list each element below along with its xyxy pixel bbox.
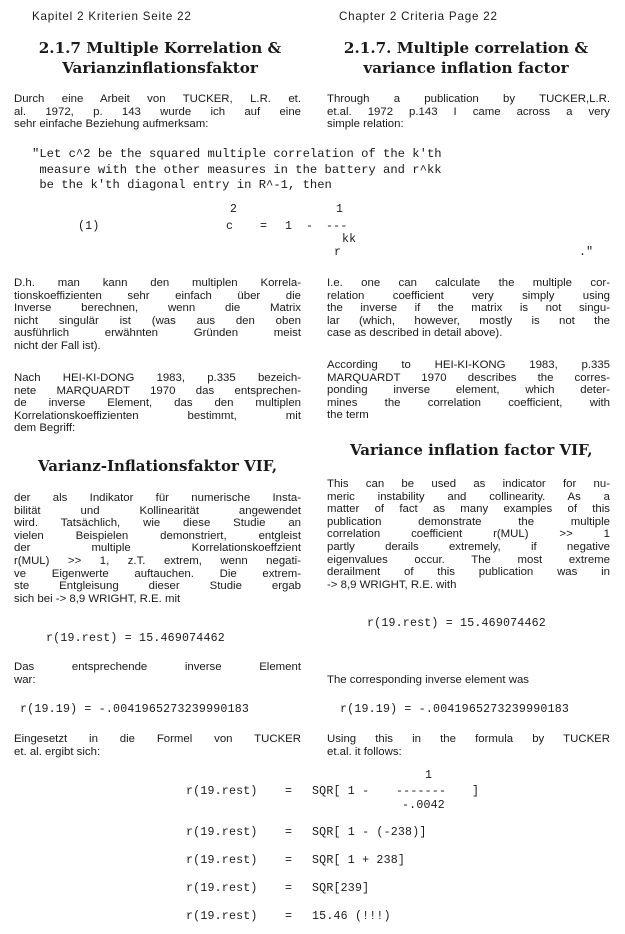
calc-lhs: r(19.rest): [186, 854, 258, 867]
page-header-english: Chapter 2 Criteria Page 22: [339, 10, 498, 23]
text-line: sich bei -> 8,9 WRIGHT, R.E. mit: [14, 592, 181, 605]
calc-lhs: r(19.rest): [186, 785, 258, 798]
tucker-quote: [32, 147, 442, 194]
text-line: -> 8,9 WRIGHT, R.E. with: [327, 578, 457, 591]
paragraph-inverse-element-german: [14, 661, 301, 686]
paragraph-marquardt-german: [14, 372, 301, 435]
text-line: de inverse Element, das den multiplen: [14, 397, 301, 410]
quote-end: .": [579, 246, 594, 259]
paragraph-inverse-english: [327, 277, 610, 340]
text-line: bilität und Kollinearität angewendet: [14, 504, 301, 517]
calc-lhs: r(19.rest): [186, 882, 258, 895]
text-line: I.e. one can calculate the multiple cor-: [327, 277, 610, 289]
title-line: 2.1.7. Multiple correlation &: [343, 39, 589, 57]
text-line: Through a publication by TUCKER,L.R.: [327, 93, 610, 105]
text-line: correlation coefficient r(MUL) >> 1: [327, 528, 610, 541]
text-line: derailment of this publication was in: [327, 566, 610, 579]
calc-rhs: SQR[239]: [312, 882, 370, 895]
r-inverse-value-english: r(19.19) = -.0041965273239990183: [340, 703, 570, 716]
paragraph-vif-english: [327, 478, 610, 591]
formula-numerator: 1: [336, 203, 344, 216]
paragraph-formula-english: [327, 733, 610, 758]
calc-lhs: r(19.rest): [186, 910, 258, 923]
text-line: sehr einfache Beziehung aufmerksam:: [14, 118, 209, 131]
text-line: Using this in the formula by TUCKER: [327, 733, 610, 745]
text-line: MARQUARDT 1970 describes the corres-: [327, 371, 610, 384]
text-line: This can be used as indicator for nu-: [327, 478, 610, 490]
text-line: meric instability and collinearity. As a: [327, 490, 610, 503]
quote-line: "Let c^2 be the squared multiple correlation of the k'th: [32, 147, 442, 161]
calc-rhs: SQR[ 1 - (-238)]: [312, 826, 427, 839]
calc-equals: =: [285, 785, 293, 798]
section-title-german: [12, 38, 308, 78]
text-line: der multiple Korrelationskoeffzient: [14, 542, 301, 555]
calc-lhs: r(19.rest): [186, 826, 258, 839]
r-rest-value-german: r(19.rest) = 15.469074462: [46, 632, 225, 645]
section-title-english: [318, 38, 614, 78]
calc-fraction-bar: -------: [396, 785, 447, 798]
text-line: vielen Beispielen demonstriert, entgleist: [14, 529, 301, 542]
text-line: Nach HEI-KI-DONG 1983, p.335 bezeich-: [14, 372, 301, 384]
text-line: war:: [14, 673, 36, 686]
quote-line: be the k'th diagonal entry in R^-1, then: [32, 178, 332, 192]
text-line: nete MARQUARDT 1970 das entsprechen-: [14, 384, 301, 397]
vif-heading-english: Variance inflation factor VIF,: [350, 441, 593, 459]
text-line: lar (which, however, mostly is not the: [327, 314, 610, 327]
calc-rhs: SQR[ 1 + 238]: [312, 854, 406, 867]
text-line: et.al. it follows:: [327, 745, 402, 758]
text-line: dem Begriff:: [14, 422, 76, 435]
calc-bracket-close: ]: [472, 785, 480, 798]
text-line: case as described in detail above).: [327, 327, 503, 340]
formula-c: c: [226, 220, 234, 233]
calc-equals: =: [285, 826, 293, 839]
r-rest-value-english: r(19.rest) = 15.469074462: [367, 617, 546, 630]
formula-minus: -: [306, 220, 314, 233]
text-line: partly derails extremely, if negative: [327, 540, 610, 553]
text-line: al. 1972, p. 143 wurde ich auf eine: [14, 105, 301, 118]
text-line: Das entsprechende inverse Element: [14, 661, 301, 673]
text-line: simple relation:: [327, 118, 404, 131]
paragraph-formula-german: [14, 733, 301, 758]
text-line: eigenvalues occur. The most extreme: [327, 553, 610, 566]
text-line: wird. Tatsächlich, wie diese Studie an: [14, 517, 301, 530]
quote-line: measure with the other measures in the battery and r^kk: [32, 162, 442, 177]
vif-heading-german: Varianz-Inflationsfaktor VIF,: [38, 457, 278, 475]
calc-rhs: 15.46 (!!!): [312, 910, 391, 923]
text-line: der als Indikator für numerische Insta-: [14, 492, 301, 504]
text-line: Durch eine Arbeit von TUCKER, L.R. et.: [14, 93, 301, 105]
page-header-german: Kapitel 2 Kriterien Seite 22: [32, 10, 192, 23]
text-line: According to HEI-KI-KONG 1983, p.335: [327, 359, 610, 371]
text-line: publication demonstrate the multiple: [327, 515, 610, 528]
calc-equals: =: [285, 854, 293, 867]
text-line: D.h. man kann den multiplen Korrela-: [14, 277, 301, 289]
text-line: the inverse if the matrix is not singu-: [327, 302, 610, 315]
paragraph-inverse-element-english: [327, 674, 610, 687]
title-line: Varianzinflationsfaktor: [62, 59, 258, 77]
paragraph-vif-german: [14, 492, 301, 605]
text-line: tionskoeffizienten sehr einfach über die: [14, 289, 301, 302]
formula-r: r: [334, 246, 342, 259]
calc-fraction-denominator: -.0042: [402, 799, 445, 812]
text-line: the term: [327, 409, 369, 422]
text-line: ve Eigenwerte auftauchen. Die extrem-: [14, 567, 301, 580]
formula-superscript-kk: kk: [342, 233, 357, 246]
text-line: ponding inverse element, which deter-: [327, 384, 610, 397]
title-line: variance inflation factor: [363, 59, 569, 77]
text-line: The corresponding inverse element was: [327, 674, 529, 686]
text-line: nicht singulär ist (was aus den oben: [14, 314, 301, 327]
text-line: Korrelationskoeffizienten bestimmt, mit: [14, 409, 301, 422]
calc-equals: =: [285, 910, 293, 923]
text-line: ste Entgleisung dieser Studie ergab: [14, 580, 301, 593]
calc-fraction-numerator: 1: [425, 769, 433, 782]
r-inverse-value-german: r(19.19) = -.0041965273239990183: [20, 703, 250, 716]
text-line: relation coefficient very simply using: [327, 289, 610, 302]
intro-paragraph-german: [14, 93, 301, 131]
title-line: 2.1.7 Multiple Korrelation &: [38, 39, 282, 57]
intro-paragraph-english: [327, 93, 610, 131]
calc-equals: =: [285, 882, 293, 895]
text-line: nicht der Fall ist).: [14, 339, 101, 352]
formula-fraction-bar: ---: [326, 220, 348, 233]
text-line: et.al. 1972 p.143 I came across a very: [327, 105, 610, 118]
formula-exponent: 2: [230, 203, 238, 216]
formula-equals: =: [260, 220, 268, 233]
paragraph-inverse-german: [14, 277, 301, 353]
text-line: Inverse berechnen, wenn die Matrix: [14, 302, 301, 315]
formula-label: (1): [78, 220, 100, 233]
formula-one: 1: [285, 220, 293, 233]
text-line: Eingesetzt in die Formel von TUCKER: [14, 733, 301, 745]
text-line: matter of fact as many examples of this: [327, 503, 610, 516]
paragraph-marquardt-english: [327, 359, 610, 422]
text-line: mines the correlation coefficient, with: [327, 396, 610, 409]
calc-rhs: SQR[ 1 -: [312, 785, 370, 798]
text-line: ausführlich erwähnten Gründen meist: [14, 327, 301, 340]
text-line: et. al. ergibt sich:: [14, 745, 101, 758]
text-line: r(MUL) >> 1, z.T. extrem, wenn negati-: [14, 554, 301, 567]
